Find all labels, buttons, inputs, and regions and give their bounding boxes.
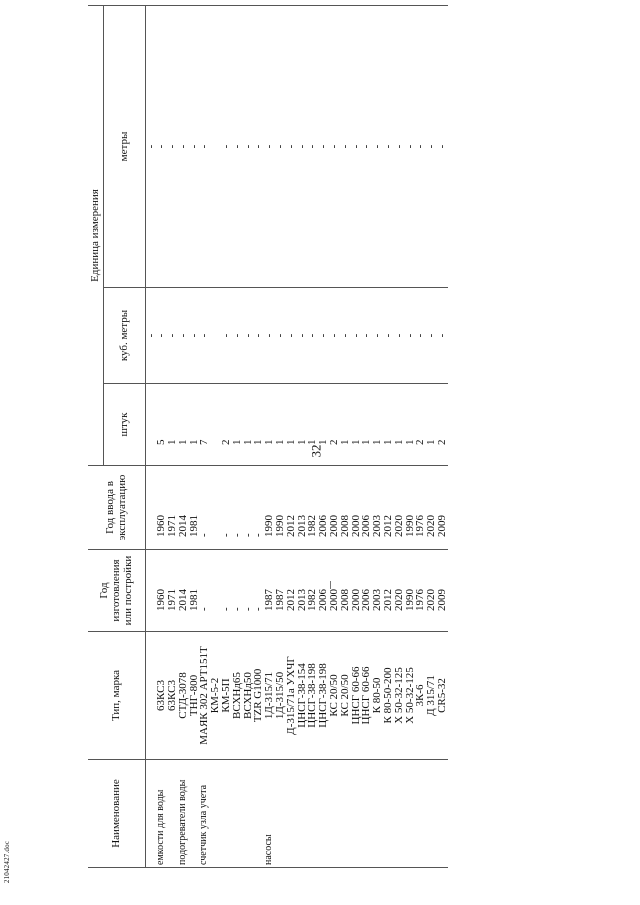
cell-type: ЦНСГ-38-198	[318, 632, 329, 760]
cell-type: Х 50-32-125	[394, 632, 405, 760]
cell-type: 1Д-315/71	[264, 632, 275, 760]
cell-year-service: 1982	[307, 466, 318, 550]
cell-type: Д 315/71	[426, 632, 437, 760]
cell-year-service: -	[221, 466, 232, 550]
cell-meters: -	[243, 5, 254, 287]
cell-meters: -	[361, 5, 372, 287]
cell-cubic-meters: -	[189, 288, 200, 384]
table-row	[426, 5, 437, 867]
cell-cubic-meters: -	[243, 288, 254, 384]
cell-pieces: 1	[167, 384, 178, 466]
cell-meters: -	[145, 5, 156, 287]
table-row	[243, 5, 254, 867]
cell-year-service: 2009	[437, 466, 448, 550]
header-type: Тип, марка	[88, 632, 145, 760]
cell-type: ЦНСГ-38-154	[297, 632, 308, 760]
cell-name: подогреватели воды	[178, 760, 189, 868]
table-row	[372, 5, 383, 867]
equipment-table	[88, 5, 448, 868]
cell-type: CR5-32	[437, 632, 448, 760]
cell-meters: -	[426, 5, 437, 287]
cell-meters: -	[405, 5, 416, 287]
table-row	[437, 5, 448, 867]
cell-pieces: 1	[372, 384, 383, 466]
cell-year-made: 2006	[361, 550, 372, 632]
table-row	[361, 5, 372, 867]
cell-cubic-meters: -	[167, 288, 178, 384]
cell-pieces: 1	[178, 384, 189, 466]
cell-year-made: 2008	[340, 550, 351, 632]
cell-name	[372, 760, 383, 868]
cell-name: счетчик узла учета	[199, 760, 210, 868]
cell-year-made: 2013	[297, 550, 308, 632]
cell-cubic-meters: -	[318, 288, 329, 384]
cell-type: 3К-6	[415, 632, 426, 760]
cell-year-made: -	[253, 550, 264, 632]
cell-pieces: 1	[405, 384, 416, 466]
cell-cubic-meters: -	[426, 288, 437, 384]
cell-cubic-meters: -	[199, 288, 210, 384]
cell-cubic-meters: -	[275, 288, 286, 384]
cell-year-made: -	[199, 550, 210, 632]
header-units-group: Единица измерения	[88, 5, 103, 465]
table-row	[394, 5, 405, 867]
cell-year-made	[210, 550, 221, 632]
cell-year-service: 2006	[361, 466, 372, 550]
cell-year-made: 2014	[178, 550, 189, 632]
cell-meters: -	[232, 5, 243, 287]
cell-year-made: 1987	[264, 550, 275, 632]
cell-pieces: 2	[329, 384, 340, 466]
cell-year-made: 2009	[437, 550, 448, 632]
cell-meters: -	[437, 5, 448, 287]
cell-cubic-meters: -	[351, 288, 362, 384]
cell-name	[394, 760, 405, 868]
cell-pieces: 1	[340, 384, 351, 466]
cell-meters: -	[297, 5, 308, 287]
cell-year-service: -	[199, 466, 210, 550]
cell-pieces: 1	[307, 384, 318, 466]
cell-meters: -	[415, 5, 426, 287]
cell-cubic-meters: -	[383, 288, 394, 384]
cell-year-made: 1976	[415, 550, 426, 632]
footer-file-reference: 21042427.doc	[3, 840, 12, 884]
cell-type: К 80-50-200	[383, 632, 394, 760]
page-number: 32	[308, 444, 324, 458]
cell-year-made: 2003	[372, 550, 383, 632]
cell-name	[221, 760, 232, 868]
cell-cubic-meters: -	[394, 288, 405, 384]
cell-meters: -	[275, 5, 286, 287]
table-row	[297, 5, 308, 867]
cell-pieces	[145, 384, 156, 466]
cell-meters: -	[340, 5, 351, 287]
cell-year-service: 1971	[167, 466, 178, 550]
cell-cubic-meters: -	[156, 288, 167, 384]
cell-type: 63КС3	[156, 632, 167, 760]
header-unit-pieces: штук	[103, 384, 145, 466]
cell-meters: -	[394, 5, 405, 287]
table-row	[275, 5, 286, 867]
cell-meters: -	[329, 5, 340, 287]
cell-meters: -	[253, 5, 264, 287]
cell-year-service: 2014	[178, 466, 189, 550]
cell-cubic-meters: -	[286, 288, 297, 384]
cell-year-made: -	[243, 550, 254, 632]
cell-year-service: 2012	[383, 466, 394, 550]
cell-year-service: 1990	[264, 466, 275, 550]
cell-name	[426, 760, 437, 868]
cell-type: СТД-3078	[178, 632, 189, 760]
cell-name	[286, 760, 297, 868]
cell-type: КМ-5П	[221, 632, 232, 760]
cell-pieces: 5	[156, 384, 167, 466]
table-row	[232, 5, 243, 867]
cell-year-service: 2020	[394, 466, 405, 550]
cell-year-service: 1976	[415, 466, 426, 550]
table-row	[351, 5, 362, 867]
cell-name	[275, 760, 286, 868]
table-row	[318, 5, 329, 867]
header-year-made: Год изготовления или постройки	[88, 550, 145, 632]
cell-year-made: -	[232, 550, 243, 632]
cell-meters: -	[199, 5, 210, 287]
cell-name	[340, 760, 351, 868]
table-row	[253, 5, 264, 867]
cell-year-service: 2013	[297, 466, 308, 550]
cell-year-made: 2020	[426, 550, 437, 632]
cell-meters: -	[264, 5, 275, 287]
cell-cubic-meters: -	[415, 288, 426, 384]
cell-pieces: 1	[264, 384, 275, 466]
cell-cubic-meters: -	[437, 288, 448, 384]
cell-type: ЦНСГ 60-66	[361, 632, 372, 760]
table-row	[405, 5, 416, 867]
cell-type: ЦНСГ-38-198	[307, 632, 318, 760]
cell-name	[329, 760, 340, 868]
cell-cubic-meters: -	[178, 288, 189, 384]
cell-meters: -	[383, 5, 394, 287]
cell-pieces	[210, 384, 221, 466]
cell-year-made: 1990	[405, 550, 416, 632]
cell-meters: -	[318, 5, 329, 287]
cell-name	[361, 760, 372, 868]
cell-meters: -	[167, 5, 178, 287]
cell-pieces: 1	[286, 384, 297, 466]
cell-year-service: -	[243, 466, 254, 550]
cell-cubic-meters: -	[361, 288, 372, 384]
cell-year-made: 2000	[351, 550, 362, 632]
cell-cubic-meters: -	[232, 288, 243, 384]
table-row	[178, 5, 189, 867]
rotated-sheet	[88, 6, 563, 868]
cell-year-service: 2020	[426, 466, 437, 550]
cell-year-made: 2012	[286, 550, 297, 632]
cell-cubic-meters: -	[329, 288, 340, 384]
table-row	[383, 5, 394, 867]
cell-cubic-meters: -	[221, 288, 232, 384]
cell-type: ТНГ-800	[189, 632, 200, 760]
cell-year-made: 1960	[156, 550, 167, 632]
cell-name	[210, 760, 221, 868]
cell-type: ВСХНд65	[232, 632, 243, 760]
cell-type: ЦНСГ 60-66	[351, 632, 362, 760]
cell-meters: -	[189, 5, 200, 287]
cell-type: КМ-5-2	[210, 632, 221, 760]
cell-type: TZR G1000	[253, 632, 264, 760]
cell-name	[232, 760, 243, 868]
cell-type: К 80-50	[372, 632, 383, 760]
cell-pieces: 1	[253, 384, 264, 466]
cell-pieces: 1	[232, 384, 243, 466]
cell-year-made: 1981	[189, 550, 200, 632]
cell-year-made: 1987	[275, 550, 286, 632]
cell-cubic-meters: -	[307, 288, 318, 384]
cell-pieces: 1	[361, 384, 372, 466]
cell-year-service: 1960	[156, 466, 167, 550]
cell-pieces: 7	[199, 384, 210, 466]
cell-cubic-meters: -	[405, 288, 416, 384]
cell-type: 63КС3	[167, 632, 178, 760]
cell-pieces: 1	[243, 384, 254, 466]
cell-year-made: 2020	[394, 550, 405, 632]
cell-pieces: 2	[221, 384, 232, 466]
cell-pieces: 1	[394, 384, 405, 466]
cell-type: ВСХНд50	[243, 632, 254, 760]
cell-name	[415, 760, 426, 868]
cell-cubic-meters: -	[253, 288, 264, 384]
table-row	[307, 5, 318, 867]
cell-year-service: 1981	[189, 466, 200, 550]
cell-pieces: 1	[297, 384, 308, 466]
cell-year-service: 2006	[318, 466, 329, 550]
cell-year-service: -	[253, 466, 264, 550]
cell-year-made: 1971	[167, 550, 178, 632]
table-row	[199, 5, 210, 867]
cell-pieces: 1	[275, 384, 286, 466]
cell-meters: -	[156, 5, 167, 287]
cell-meters: -	[372, 5, 383, 287]
cell-pieces: 1	[351, 384, 362, 466]
table-row	[264, 5, 275, 867]
cell-name	[307, 760, 318, 868]
cell-year-service: 2000	[351, 466, 362, 550]
table-row	[286, 5, 297, 867]
cell-year-service: -	[232, 466, 243, 550]
cell-year-service: 1990	[405, 466, 416, 550]
cell-type: КС 20/50	[340, 632, 351, 760]
cell-year-made: 1982	[307, 550, 318, 632]
cell-name: насосы	[264, 760, 275, 868]
cell-pieces: 1	[383, 384, 394, 466]
cell-cubic-meters: -	[340, 288, 351, 384]
table-row	[210, 5, 221, 867]
cell-name	[297, 760, 308, 868]
cell-name	[405, 760, 416, 868]
cell-pieces: 1	[189, 384, 200, 466]
header-year-service: Год ввода в эксплуатацию	[88, 466, 145, 550]
cell-type: 1Д-315/50	[275, 632, 286, 760]
table-row	[340, 5, 351, 867]
cell-type: КС 20/50	[329, 632, 340, 760]
cell-year-made: 2000	[329, 550, 340, 632]
cell-name	[351, 760, 362, 868]
cell-name	[243, 760, 254, 868]
cell-meters: -	[178, 5, 189, 287]
table-row	[156, 5, 167, 867]
cell-pieces: 1	[426, 384, 437, 466]
table-row	[145, 5, 156, 867]
cell-meters: -	[286, 5, 297, 287]
table-row	[415, 5, 426, 867]
cell-year-service: 2003	[372, 466, 383, 550]
cell-year-service: 2000	[329, 466, 340, 550]
header-unit-cubic-meters: куб. метры	[103, 288, 145, 384]
cell-year-service: 1990	[275, 466, 286, 550]
cell-meters: -	[221, 5, 232, 287]
cell-pieces: 1	[318, 384, 329, 466]
cell-cubic-meters: -	[372, 288, 383, 384]
cell-meters: -	[307, 5, 318, 287]
cell-meters: -	[351, 5, 362, 287]
header-unit-meters: метры	[103, 5, 145, 287]
cell-pieces: 2	[437, 384, 448, 466]
cell-year-made: -	[221, 550, 232, 632]
cell-cubic-meters: -	[297, 288, 308, 384]
header-name: Наименование	[88, 760, 145, 868]
cell-pieces: 2	[415, 384, 426, 466]
cell-name	[318, 760, 329, 868]
cell-cubic-meters: -	[264, 288, 275, 384]
table-row	[221, 5, 232, 867]
table-row	[329, 5, 340, 867]
cell-year-service: 2012	[286, 466, 297, 550]
cell-name	[437, 760, 448, 868]
cell-year-made: 2006	[318, 550, 329, 632]
cell-type: МАЯК 302 АРТ151Т	[199, 632, 210, 760]
cell-type: Д-315/71а УХЧГ	[286, 632, 297, 760]
cell-name: емкости для воды	[156, 760, 167, 868]
cell-cubic-meters: -	[145, 288, 156, 384]
cell-year-made: 2012	[383, 550, 394, 632]
cell-name	[383, 760, 394, 868]
table-row	[167, 5, 178, 867]
cell-type: Х 50-32-125	[405, 632, 416, 760]
cell-year-service: 2008	[340, 466, 351, 550]
